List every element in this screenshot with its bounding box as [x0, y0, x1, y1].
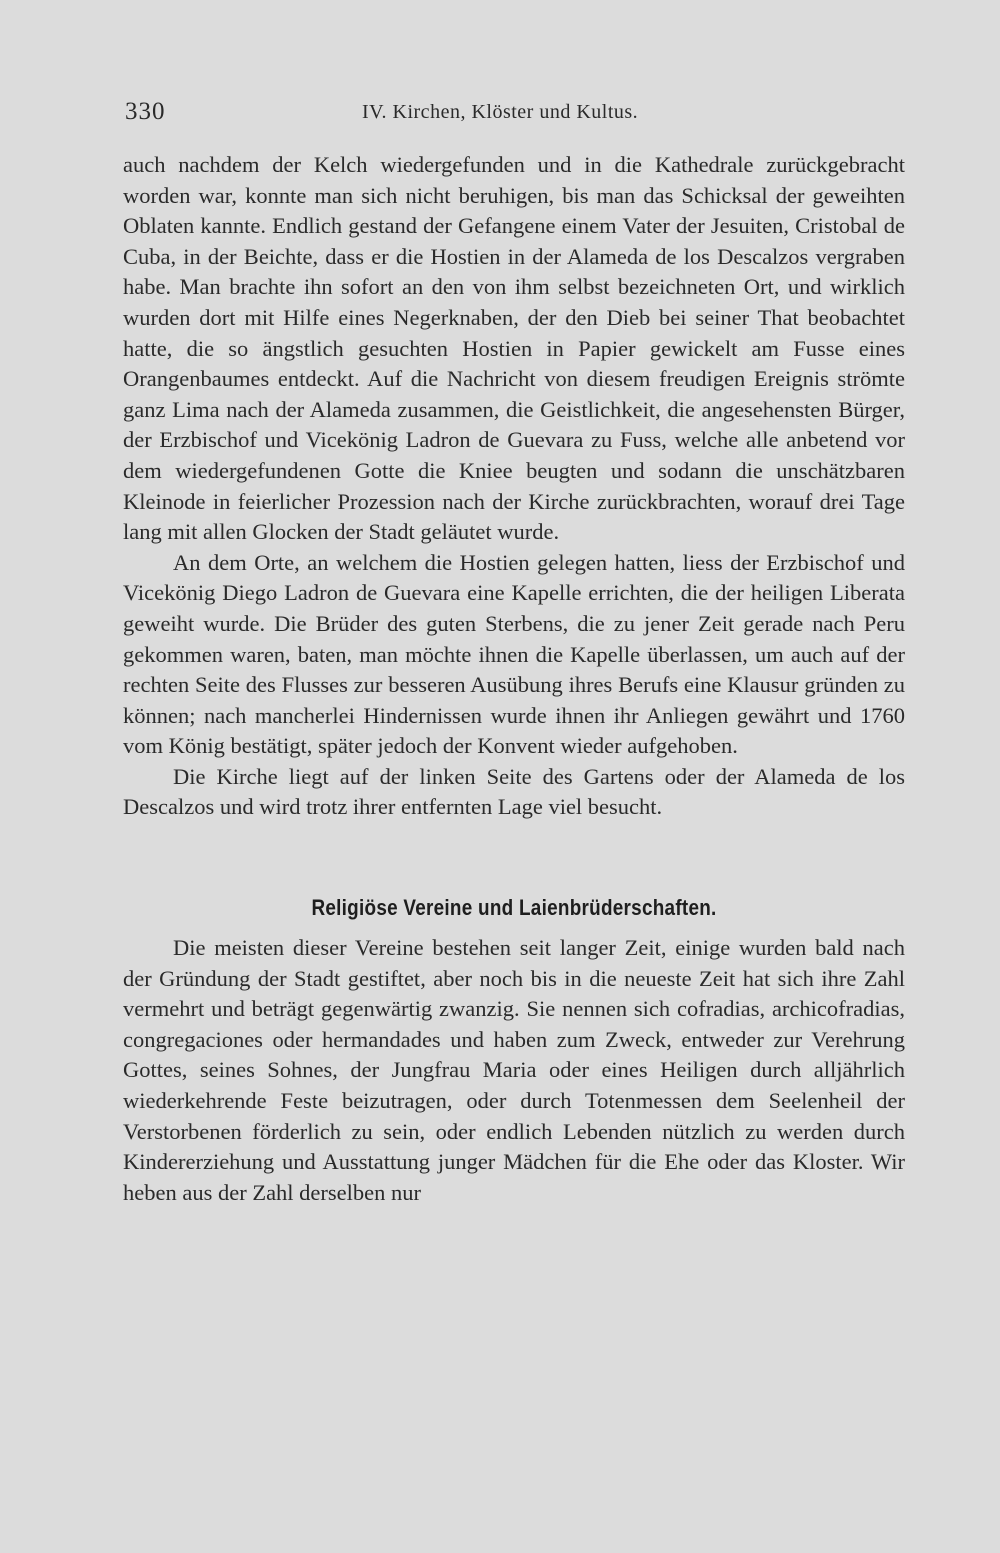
- paragraph-kapelle: An dem Orte, an welchem die Hostien gelegen hatten, liess der Erzbischof und Vicekönig Diego Ladron de Guevara eine Kapelle errichten, die der heiligen Liberata geweiht wurde. Die Brüder des guten Sterbens, die zu jener Zeit gerade nach Peru gekommen waren, baten, man möchte ihnen die Kapelle überlassen, um auch auf der rechten Seite des Flusses zur besseren Ausübung ihres Berufs eine Klausur gründen zu können; nach mancherlei Hindernissen wurde ihnen ihr Anliegen gewährt und 1760 vom König bestätigt, später jedoch der Konvent wieder aufgehoben.: [123, 549, 905, 759]
- paragraph-vereine: Die meisten dieser Vereine bestehen seit langer Zeit, einige wurden bald nach der Gründung der Stadt gestiftet, aber noch bis in die neueste Zeit hat sich ihre Zahl vermehrt und beträgt gegenwärtig zwanzig. Sie nennen sich cofradias, archicofradias, congregaciones oder hermandades und haben zum Zweck, entweder zur Verehrung Gottes, seines Sohnes, der Jungfrau Maria oder eines Heiligen durch alljährlich wiederkehrende Feste beizutragen, oder durch Totenmessen dem Seelenheil der Verstorbenen förderlich zu sein, oder endlich Lebenden nützlich zu werden durch Kindererziehung und Ausstattung junger Mädchen für die Ehe oder das Kloster. Wir heben aus der Zahl derselben nur: [123, 935, 905, 1205]
- page-number: 330: [125, 98, 166, 125]
- section-heading: Religiöse Vereine und Laienbrüderschaften.: [311, 895, 717, 921]
- paragraph-continued: auch nachdem der Kelch wiedergefunden und in die Kathedrale zurückgebracht worden war, konnte man sich nicht beruhigen, bis man das Schicksal der geweihten Oblaten kannte. Endlich gestand der Gefangene einem Vater der Jesuiten, Cristobal de Cuba, in der Beichte, dass er die Hostien in der Alameda de los Descalzos vergraben habe. Man brachte ihn sofort an den von ihm selbst bezeichneten Ort, und wirklich wurden dort mit Hilfe eines Negerknaben, der den Dieb bei seiner That beobachtet hatte, die so ängstlich gesuchten Hostien in Papier gewickelt am Fusse eines Orangenbaumes entdeckt. Auf die Nachricht von diesem freudigen Ereignis strömte ganz Lima nach der Alameda zusammen, die Geistlichkeit, die angesehensten Bürger, der Erzbischof und Vicekönig Ladron de Guevara zu Fuss, welche alle anbetend vor dem wiedergefundenen Gotte die Kniee beugten und sodann die unschätzbaren Kleinode in feierlicher Prozession nach der Kirche zurückbrachten, worauf drei Tage lang mit allen Glocken der Stadt geläutet wurde.: [123, 152, 905, 545]
- page-header: [125, 98, 905, 138]
- paragraph-kirche: Die Kirche liegt auf der linken Seite des Gartens oder der Alameda de los Descalzos und wird trotz ihrer entfernten Lage viel besucht.: [123, 763, 905, 820]
- page-body: [123, 150, 905, 1208]
- running-head: IV. Kirchen, Klöster und Kultus.: [362, 101, 639, 123]
